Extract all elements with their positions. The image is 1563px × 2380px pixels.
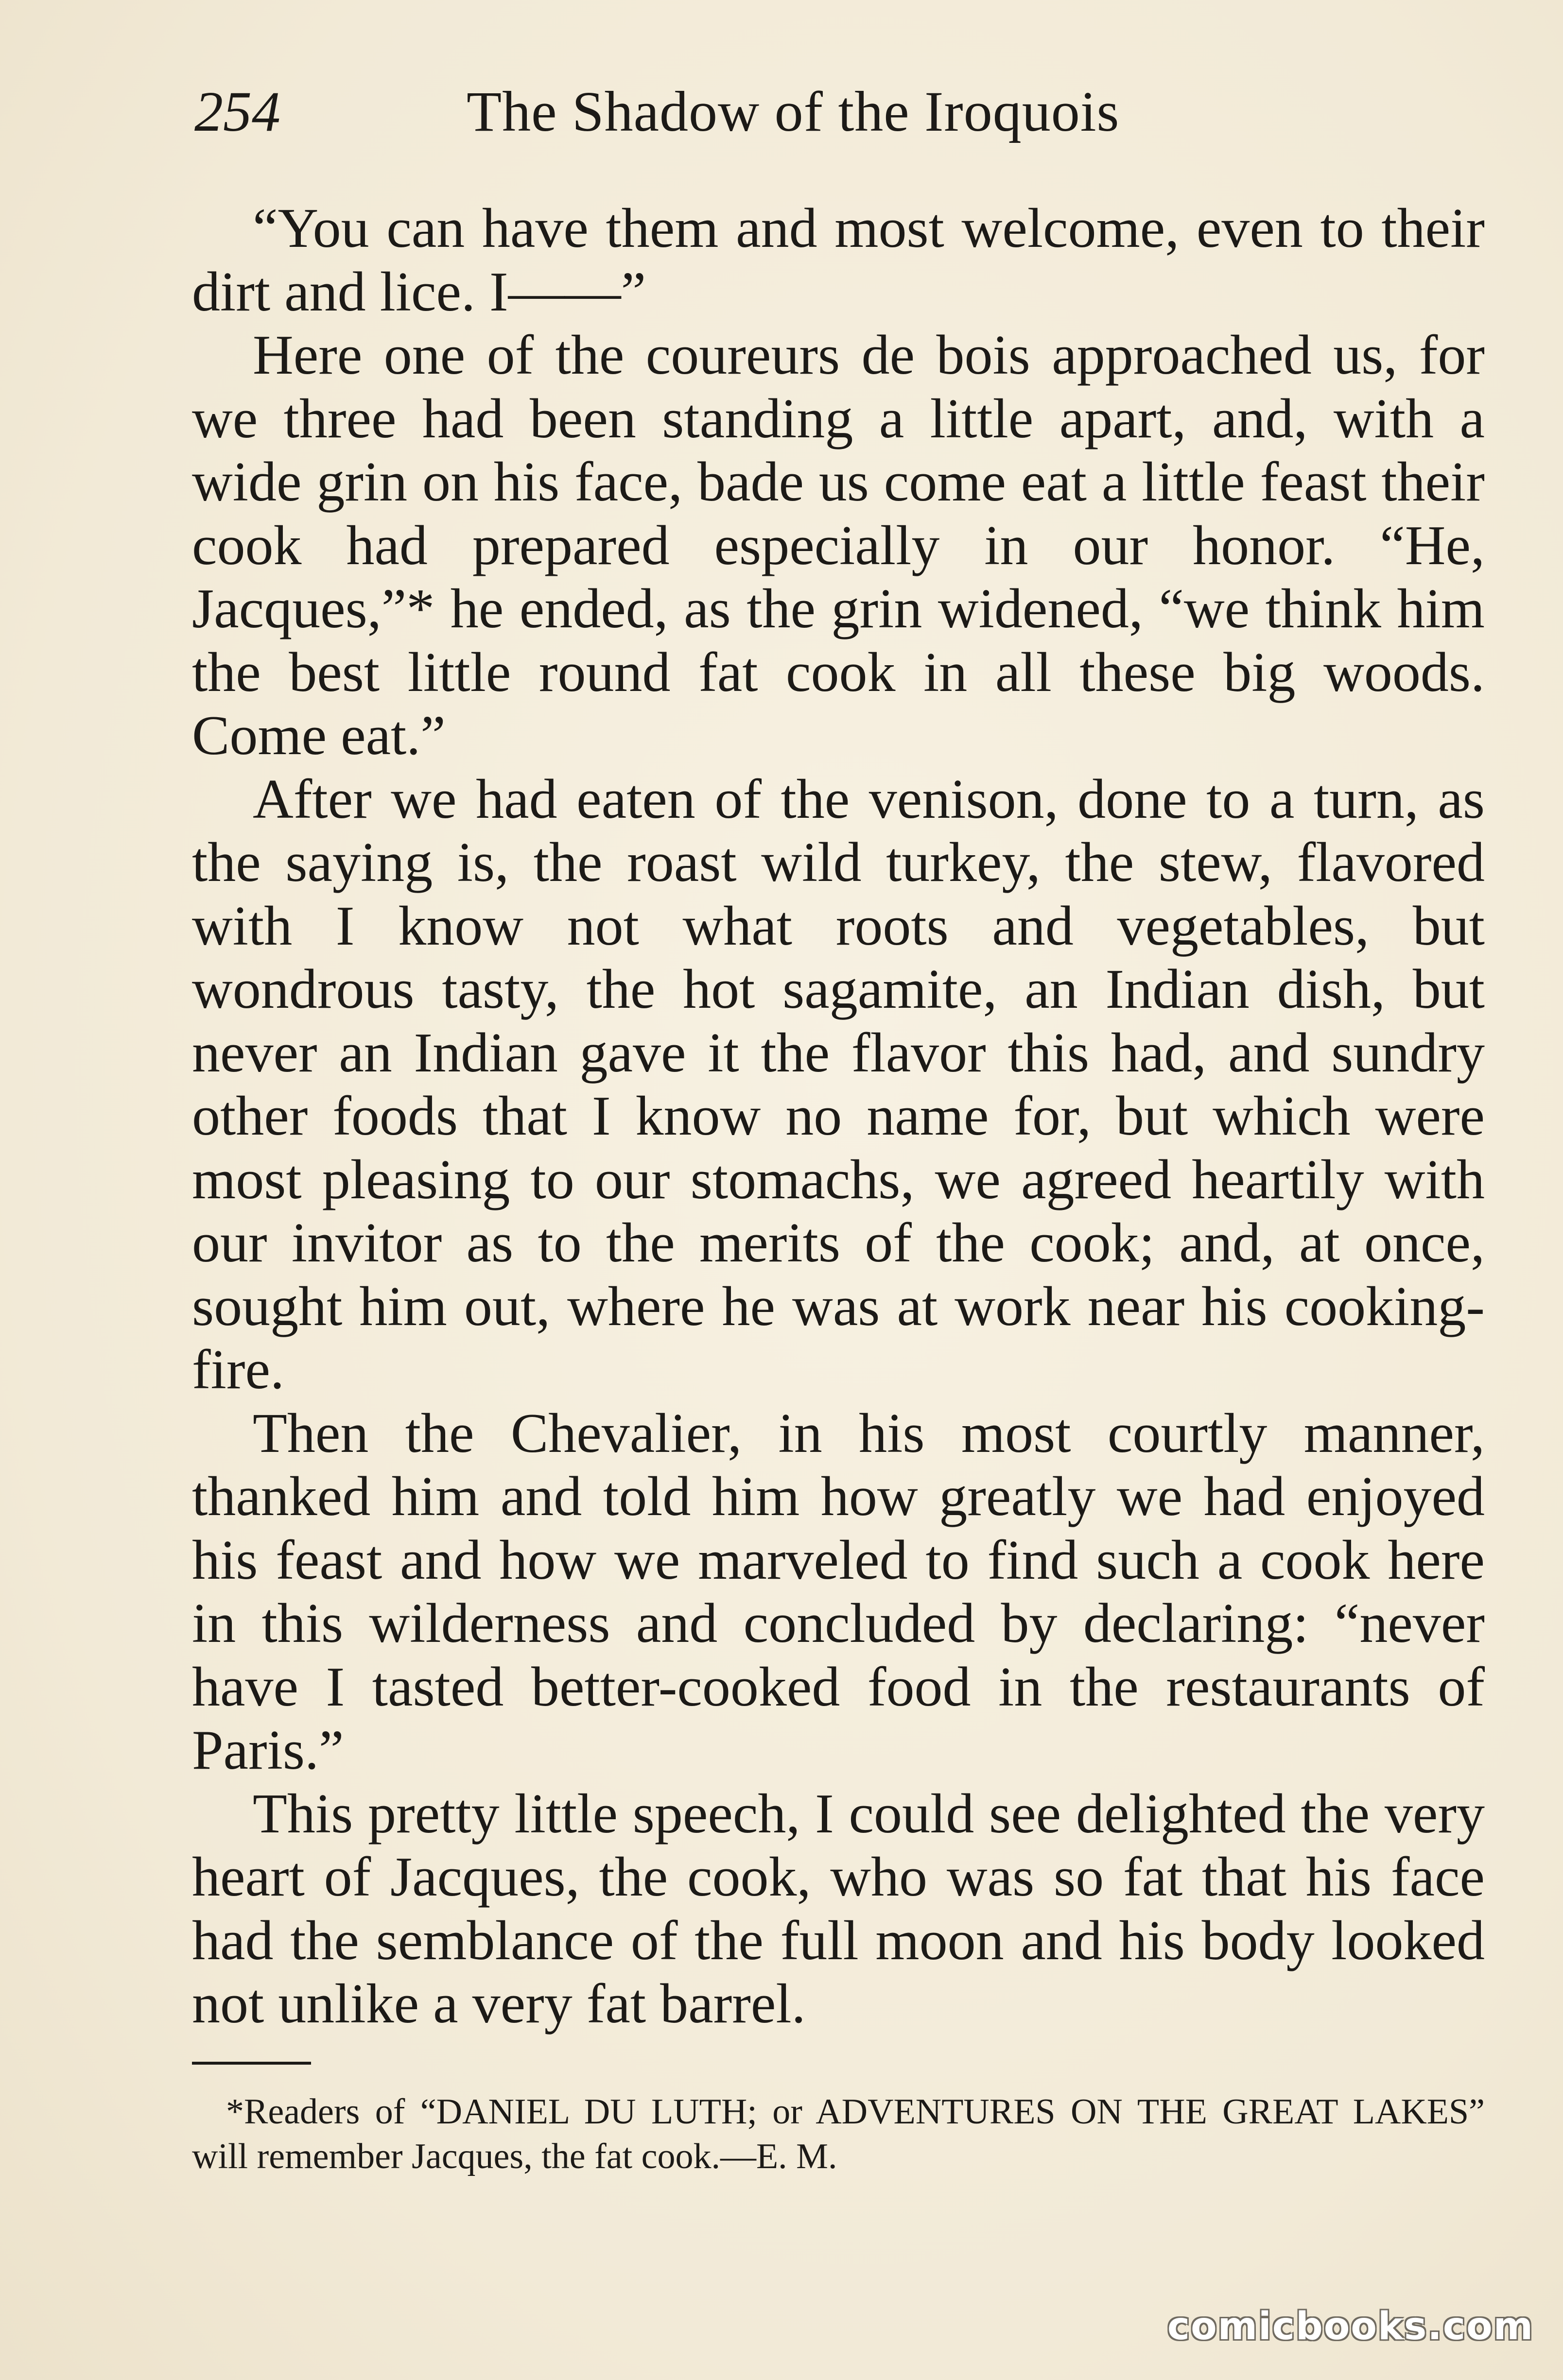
watermark-logo: comicbooks.com [1167, 2305, 1534, 2348]
footnote-rule [192, 2062, 311, 2065]
page-number: 254 [194, 80, 280, 143]
paragraph: “You can have them and most welcome, even to their dirt and lice. I——” [192, 197, 1485, 323]
running-head [194, 73, 1482, 151]
paragraph: This pretty little speech, I could see delighted the very heart of Jacques, the cook, who was so fat that his face had the semblance of the full moon and his body looked not unlike a very fat barrel. [192, 1782, 1485, 2035]
paragraph: After we had eaten of the venison, done to a turn, as the saying is, the roast wild turkey, the stew, flavored with I know not what roots and vegetables, but wondrous tasty, the hot sagamite, an Indian dish, but never an Indian gave it the flavor this had, and sundry other foods that I know no name for, but which were most pleasing to our stomachs, we agreed heartily with our invitor as to the merits of the cook; and, at once, sought him out, where he was at work near his cooking-fire. [192, 768, 1485, 1401]
body-text [192, 197, 1485, 2036]
running-title: The Shadow of the Iroquois [467, 80, 1120, 143]
paragraph: Then the Chevalier, in his most courtly manner, thanked him and told him how greatly we had enjoyed his feast and how we marveled to find such a cook here in this wilderness and concluded by declaring: “never have I tasted better-cooked food in the restaurants of Paris.” [192, 1402, 1485, 1781]
paragraph: Here one of the coureurs de bois approached us, for we three had been standing a little apart, and, with a wide grin on his face, bade us come eat a little feast their cook had prepared especially in our honor. “He, Jacques,”* he ended, as the grin widened, “we think him the best little round fat cook in all these big woods. Come eat.” [192, 324, 1485, 767]
footnote: *Readers of “DANIEL DU LUTH; or ADVENTURES ON THE GREAT LAKES” will remember Jacques, the fat cook.—E. M. [192, 2092, 1485, 2176]
